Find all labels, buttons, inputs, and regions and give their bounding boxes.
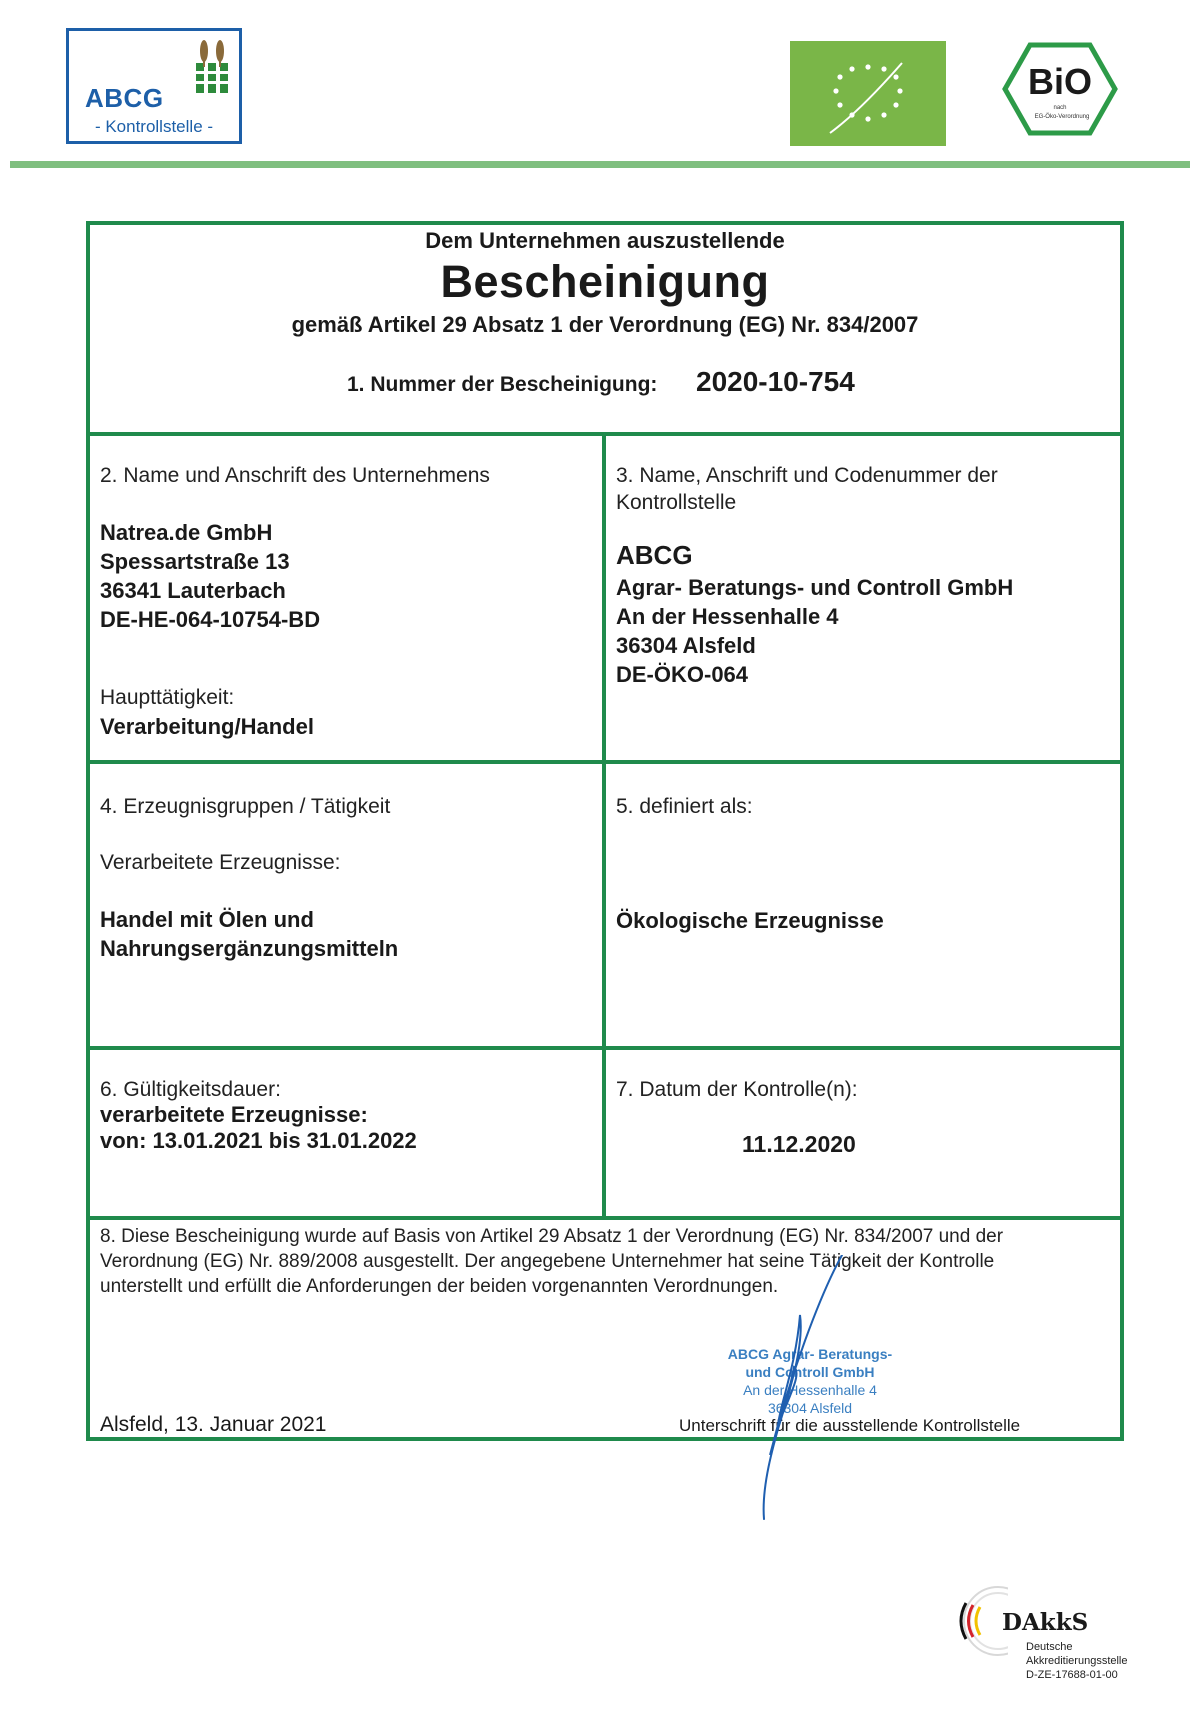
control-body-fullname: Agrar- Beratungs- und Controll GmbH	[616, 575, 1014, 600]
company-name: Natrea.de GmbH	[100, 520, 273, 545]
section-4-sub-label: Verarbeitete Erzeugnisse:	[100, 851, 341, 874]
handwritten-signature	[730, 1255, 850, 1525]
place-and-date: Alsfeld, 13. Januar 2021	[100, 1413, 327, 1436]
control-body-name: ABCG	[616, 540, 693, 570]
validity-sub-label: verarbeitete Erzeugnisse:	[100, 1102, 368, 1127]
dakks-line-3: D-ZE-17688-01-00	[1026, 1669, 1118, 1681]
certificate-pretitle: Dem Unternehmen auszustellende	[425, 228, 785, 253]
signature-caption: Unterschrift für die ausstellende Kontrollstelle	[679, 1416, 1021, 1435]
abcg-logo-name: ABCG	[85, 83, 164, 113]
eu-organic-logo	[790, 41, 946, 146]
abcg-logo	[66, 28, 242, 144]
company-street: Spessartstraße 13	[100, 549, 290, 574]
dakks-line-1: Deutsche	[1026, 1641, 1073, 1653]
product-group-line-2: Nahrungsergänzungsmitteln	[100, 936, 399, 961]
bio-seal-small-1: nach	[1053, 105, 1067, 111]
wheat-icon	[190, 37, 234, 103]
section-8-line-1: 8. Diese Bescheinigung wurde auf Basis von Artikel 29 Absatz 1 der Verordnung (EG) Nr. 834/2007 und der	[100, 1226, 1004, 1247]
certificate-title: Bescheinigung	[440, 256, 770, 307]
defined-as-value: Ökologische Erzeugnisse	[616, 908, 884, 933]
certificate-subtitle: gemäß Artikel 29 Absatz 1 der Verordnung (EG) Nr. 834/2007	[291, 312, 919, 337]
bio-seal-word: BiO	[1027, 61, 1093, 102]
section-8-text	[100, 1224, 1112, 1299]
dakks-accreditation-mark	[938, 1575, 1178, 1690]
section-5-label: 5. definiert als:	[616, 795, 753, 818]
stamp-line-1: ABCG Agrar- Beratungs-	[727, 1346, 893, 1362]
dakks-name: DAkkS	[1002, 1609, 1089, 1636]
eu-leaf-stars-icon	[790, 41, 946, 146]
grid-column-divider	[602, 434, 606, 1218]
inspection-date: 11.12.2020	[742, 1131, 856, 1157]
certificate-number-label: 1. Nummer der Bescheinigung:	[347, 373, 658, 396]
validity-period: von: 13.01.2021 bis 31.01.2022	[100, 1128, 417, 1153]
bio-seal-small-2: EG-Öko-Verordnung	[1034, 114, 1090, 120]
section-8-line-2: Verordnung (EG) Nr. 889/2008 ausgestellt. Der angegebene Unternehmer hat seine Tätigkeit der Kontrolle	[100, 1251, 995, 1272]
product-group-line-1: Handel mit Ölen und	[100, 907, 314, 932]
header-divider	[10, 161, 1190, 168]
dakks-symbol-icon	[938, 1581, 1008, 1661]
section-4-label: 4. Erzeugnisgruppen / Tätigkeit	[100, 795, 391, 818]
section-3-label-cont: Kontrollstelle	[616, 491, 737, 514]
control-body-city: 36304 Alsfeld	[616, 633, 756, 658]
company-city: 36341 Lauterbach	[100, 578, 286, 603]
main-activity-label: Haupttätigkeit:	[100, 686, 235, 709]
stamp-line-4: 36304 Alsfeld	[767, 1400, 853, 1416]
section-3-label: 3. Name, Anschrift und Codenummer der	[616, 464, 998, 487]
bio-seal	[1002, 42, 1118, 136]
abcg-logo-subtitle: - Kontrollstelle -	[94, 117, 214, 136]
stamp-line-3: An der Hessenhalle 4	[743, 1382, 877, 1398]
control-body-street: An der Hessenhalle 4	[616, 604, 839, 629]
section-8-line-3: unterstellt und erfüllt die Anforderungen der beiden vorgenannten Verordnungen.	[100, 1276, 779, 1297]
control-body-code: DE-ÖKO-064	[616, 662, 749, 687]
main-activity-value: Verarbeitung/Handel	[100, 714, 314, 739]
section-7-label: 7. Datum der Kontrolle(n):	[616, 1078, 858, 1101]
certificate-number-value: 2020-10-754	[696, 366, 855, 397]
company-code: DE-HE-064-10754-BD	[100, 607, 321, 632]
section-2-label: 2. Name und Anschrift des Unternehmens	[100, 464, 490, 487]
dakks-line-2: Akkreditierungsstelle	[1026, 1655, 1128, 1667]
section-6-label: 6. Gültigkeitsdauer:	[100, 1078, 281, 1101]
stamp-line-2: und Controll GmbH	[745, 1364, 875, 1380]
